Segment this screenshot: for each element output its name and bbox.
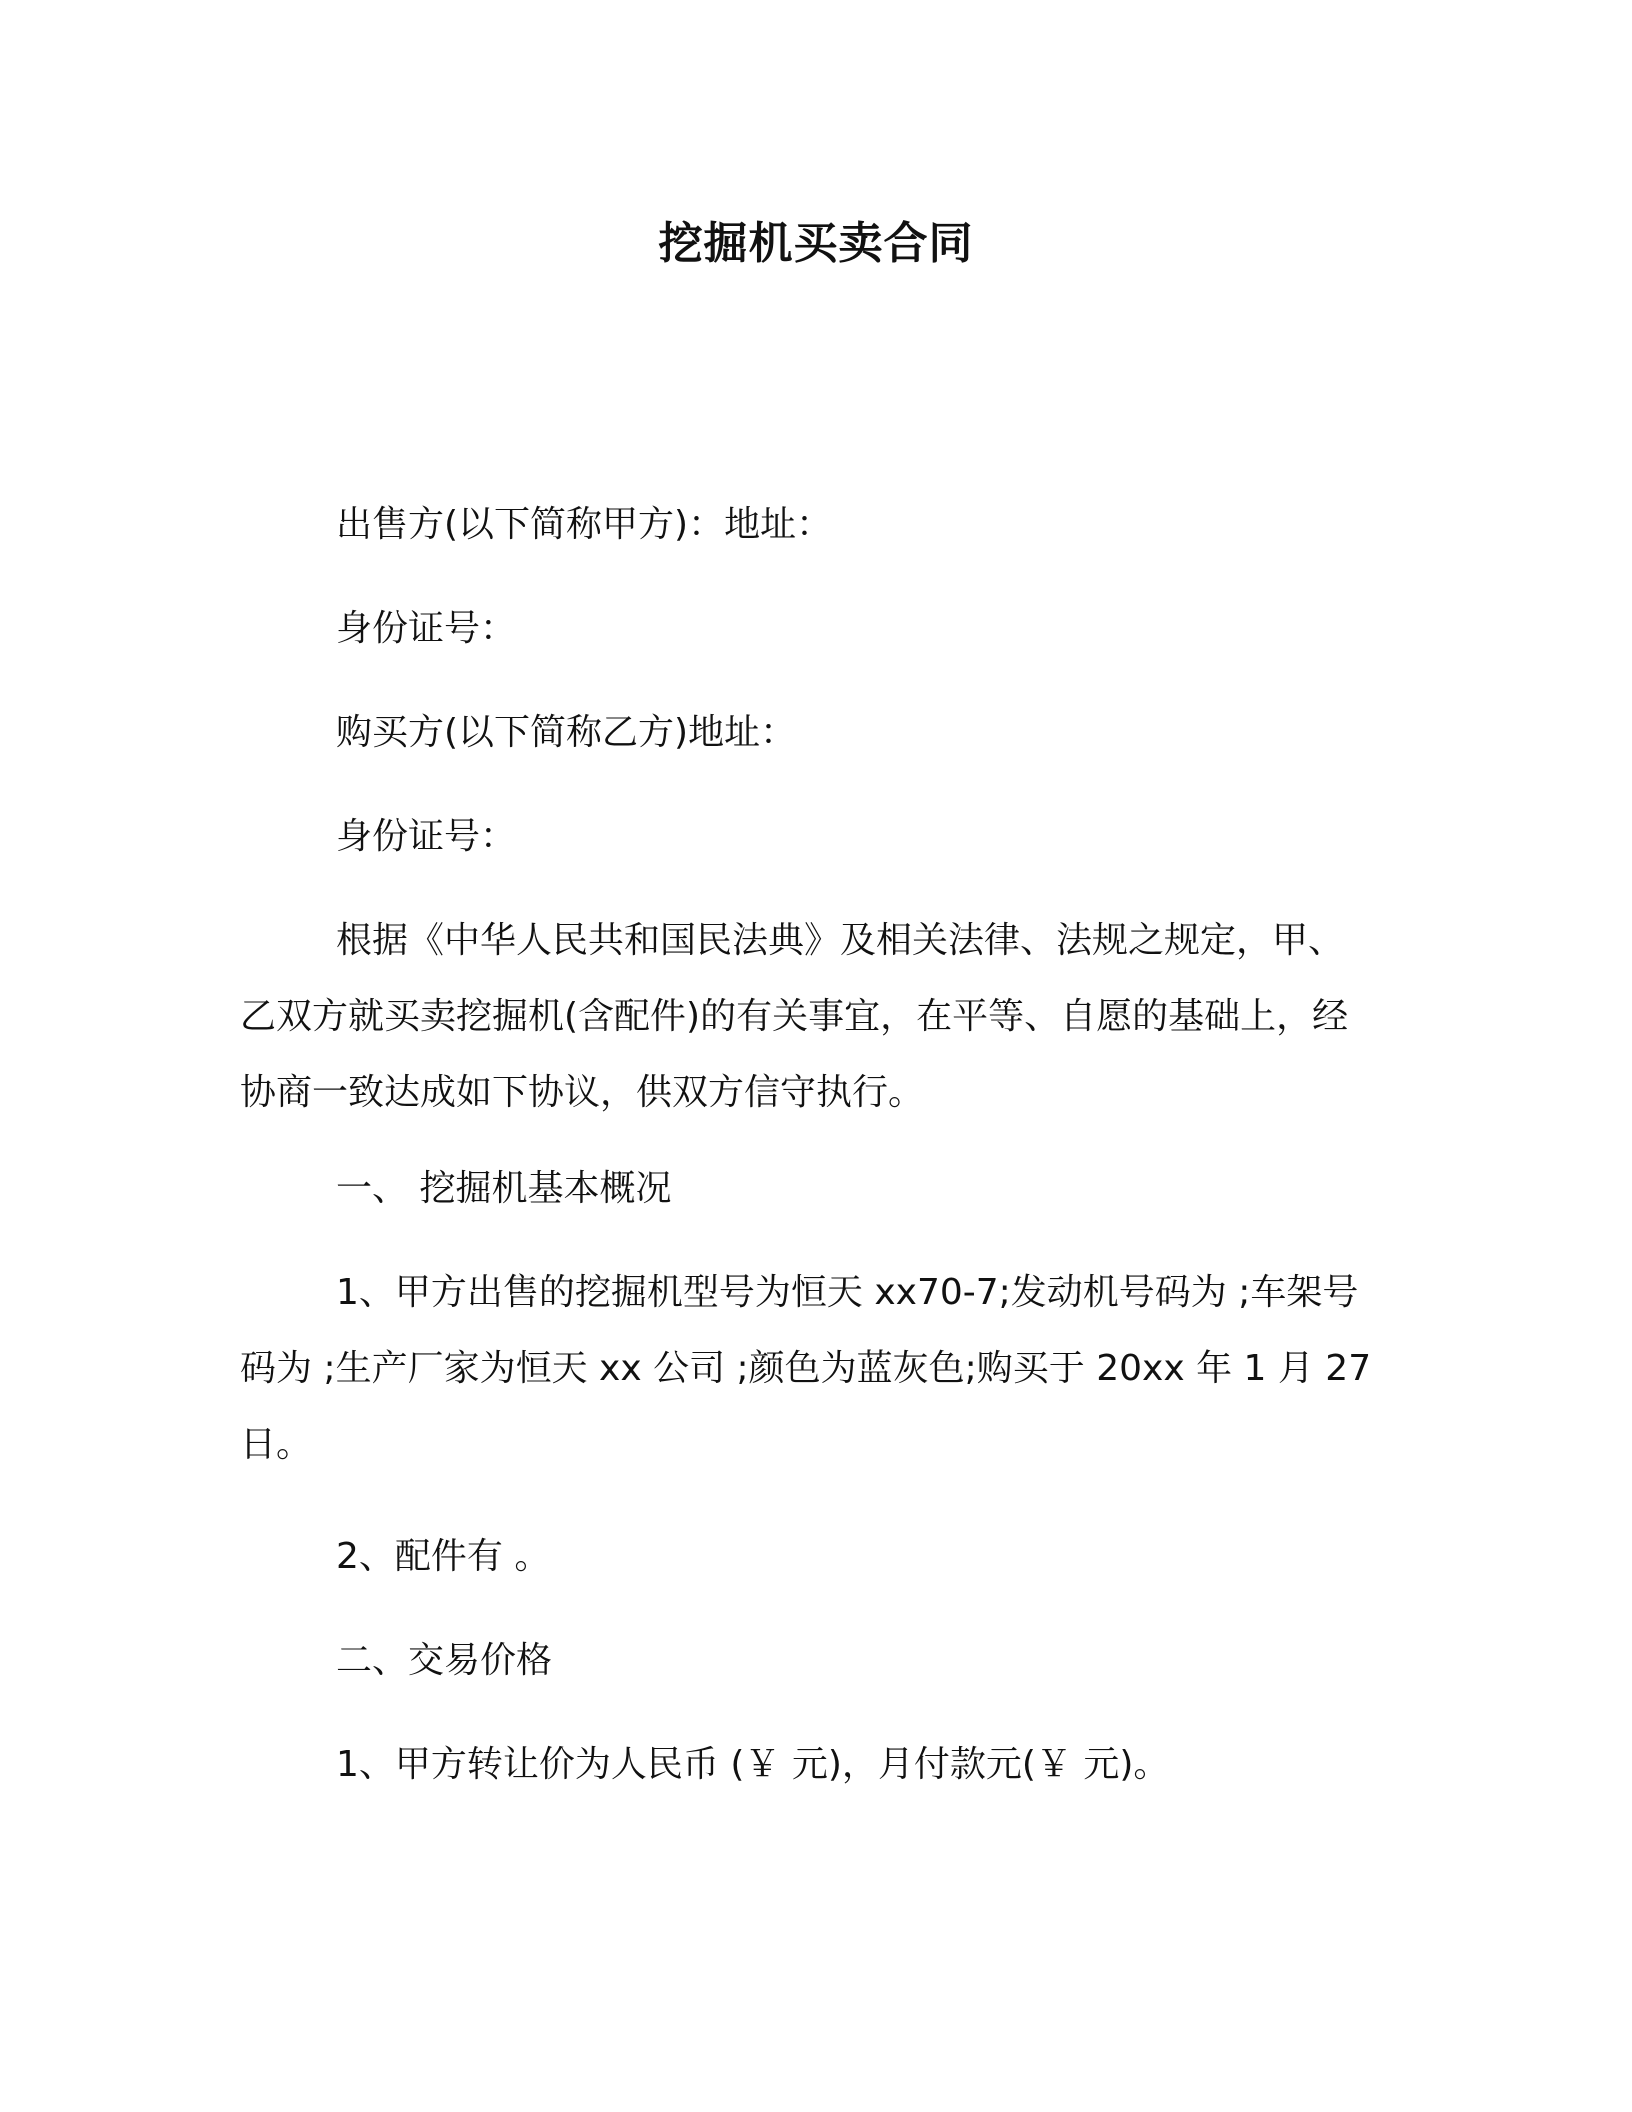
section-2-item-1-paragraph — [240, 1727, 1390, 1803]
section-2-heading: 二、交易价格 — [336, 1640, 553, 1681]
section-1-heading: 一、 挖掘机基本概况 — [336, 1168, 672, 1209]
buyer-id-line: 身份证号： — [336, 816, 517, 857]
basis-line: 乙双方就买卖挖掘机(含配件)的有关事宜，在平等、自愿的基础上，经 — [240, 996, 1349, 1037]
section-2-heading-paragraph — [240, 1623, 1390, 1699]
seller-address-line: 出售方(以下简称甲方)：地址： — [336, 504, 833, 545]
contract-basis-paragraph — [240, 903, 1390, 1131]
buyer-id-paragraph — [240, 799, 1390, 875]
buyer-info-paragraph — [240, 695, 1390, 771]
section-1-heading-paragraph — [240, 1151, 1390, 1227]
section-2-item-1-line: 1、甲方转让价为人民币 (￥ 元)，月付款元(￥ 元)。 — [336, 1744, 1170, 1785]
seller-id-line: 身份证号： — [336, 608, 517, 649]
section-1-item-1-line: 日。 — [240, 1424, 313, 1465]
section-1-item-1-paragraph — [240, 1255, 1390, 1483]
section-1-item-1-line: 码为 ;生产厂家为恒天 xx 公司 ;颜色为蓝灰色;购买于 20xx 年 1 月 27 — [240, 1348, 1372, 1389]
document-title: 挖掘机买卖合同 — [658, 218, 974, 269]
basis-line: 协商一致达成如下协议，供双方信守执行。 — [240, 1072, 925, 1113]
buyer-address-line: 购买方(以下简称乙方)地址： — [336, 712, 797, 753]
section-1-item-1-line: 1、甲方出售的挖掘机型号为恒天 xx70-7;发动机号码为 ;车架号 — [336, 1272, 1359, 1313]
basis-line: 根据《中华人民共和国民法典》及相关法律、法规之规定，甲、 — [336, 920, 1345, 961]
seller-id-paragraph — [240, 591, 1390, 667]
seller-info-paragraph — [240, 487, 1390, 563]
section-1-item-2-line: 2、配件有 。 — [336, 1536, 551, 1577]
section-1-item-2-paragraph — [240, 1519, 1390, 1595]
